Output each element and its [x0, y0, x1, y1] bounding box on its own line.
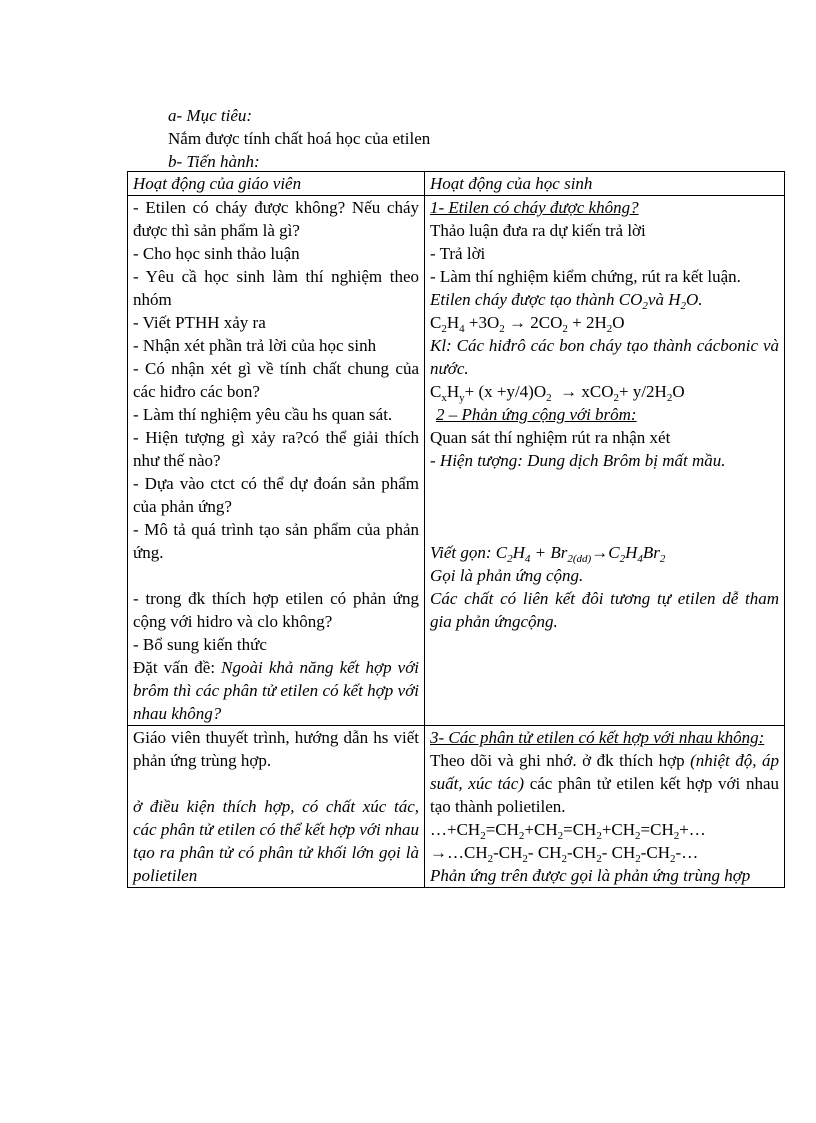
- gv-line: ở điều kiện thích hợp, có chất xúc tác, các phân tử etilen có thể kết hợp với nhau tạo ra phân tử có phân tử khối lớn gọi là polietilen: [133, 797, 419, 885]
- student-cell-2: [425, 726, 785, 888]
- hs-line: Phản ứng trên được gọi là phản ứng trùng hợp: [430, 866, 751, 885]
- hs-line: Gọi là phản ứng cộng.: [430, 566, 584, 585]
- gv-line: - trong đk thích hợp etilen có phản ứng cộng với hidro và clo không?: [133, 589, 419, 631]
- section-title-3: 3- Các phân tử etilen có kết hợp với nhau không:: [430, 728, 765, 747]
- equation-combustion: $C_2H_4 +3O_2 \to 2CO_2 + 2H_2O$: [430, 313, 625, 335]
- hs-line: - Hiện tượng: Dung dịch Brôm bị mất mầu.: [430, 451, 726, 470]
- hs-line: - Trả lời: [430, 244, 486, 263]
- gv-line: - Cho học sinh thảo luận: [133, 244, 300, 263]
- hs-line: Thảo luận đưa ra dự kiến trả lời: [430, 221, 646, 240]
- hs-line: Etilen cháy được tạo thành $CO_2và$ $H_2O$.: [430, 290, 703, 312]
- activity-table: [127, 171, 785, 888]
- equation-bromine: Viết gọn: $C_2H_4 + Br_{2(dd)}\to C_2H_4Br_2$: [430, 543, 666, 565]
- gv-line: - Hiện tượng gì xảy ra?có thể giải thích như thế nào?: [133, 428, 419, 470]
- header-teacher: Hoạt động của giáo viên: [128, 172, 425, 196]
- objective-heading: a- Mục tiêu:: [168, 106, 253, 125]
- gv-problem-label: Đặt vấn đề:: [133, 658, 216, 677]
- teacher-cell-1: [128, 196, 425, 726]
- gv-line: - Dựa vào ctct có thể dự đoán sản phẩm của phản ứng?: [133, 474, 419, 516]
- objective-text: Nắm được tính chất hoá học của etilen: [168, 129, 431, 148]
- section-title-1: 1- Etilen có cháy được không?: [430, 198, 639, 217]
- hs-line: Theo dõi và ghi nhớ. ở đk thích hợp (nhiệt độ, áp suất, xúc tác) các phân tử etilen kết hợp với nhau tạo thành polietilen.: [430, 751, 780, 816]
- table-header-row: [128, 172, 785, 196]
- gv-line: - Bổ sung kiến thức: [133, 635, 267, 654]
- section-title-2: 2 – Phản ứng cộng với brôm:: [436, 405, 637, 424]
- gv-line: - Làm thí nghiệm yêu cầu hs quan sát.: [133, 405, 393, 424]
- student-cell-1: [425, 196, 785, 726]
- gv-line: - Etilen có cháy được không? Nếu cháy được thì sản phẩm là gì?: [133, 198, 419, 240]
- hs-line: Quan sát thí nghiệm rút ra nhận xét: [430, 428, 671, 447]
- gv-problem-text: Ngoài khả năng kết hợp với brôm thì các phân tử etilen có kết hợp với nhau không?: [133, 658, 420, 723]
- gv-line: - Yêu cầ học sinh làm thí nghiệm theo nhóm: [133, 267, 419, 309]
- teacher-cell-2: [128, 726, 425, 888]
- gv-line: [133, 656, 419, 725]
- gv-line: Giáo viên thuyết trình, hướng dẫn hs viết phản ứng trùng hợp.: [133, 728, 419, 770]
- equation-polymer-1: $\dots+CH_2=CH_2+CH_2=CH_2+CH_2=CH_2+\dots$: [430, 820, 706, 842]
- table-row: [128, 726, 785, 888]
- hs-conclusion: Kl: Các hiđrô các bon cháy tạo thành cácbonic và nước.: [430, 336, 779, 378]
- gv-line: - Nhận xét phần trả lời của học sinh: [133, 336, 377, 355]
- gv-line: - Mô tả quá trình tạo sản phẩm của phản ứng.: [133, 520, 419, 562]
- equation-polymer-2: $\to\dots CH_2-CH_2-$ $CH_2-CH_2-$ $CH_2-CH_2-\dots$: [430, 843, 699, 865]
- intro: [168, 104, 768, 173]
- gv-line: - Viết PTHH xảy ra: [133, 313, 266, 332]
- table-row: [128, 196, 785, 726]
- header-student: Hoạt động của học sinh: [425, 172, 785, 196]
- hs-line: Các chất có liên kết đôi tương tự etilen dễ tham gia phản ứngcộng.: [430, 589, 779, 631]
- hs-line: - Làm thí nghiệm kiểm chứng, rút ra kết luận.: [430, 267, 741, 286]
- equation-general: $C_xH_y+ (x +y/4)O_2 \to xCO_2+ y/2H_2O$: [430, 382, 685, 404]
- procedure-heading: b- Tiến hành:: [168, 152, 260, 171]
- gv-line: - Có nhận xét gì về tính chất chung của các hiđro các bon?: [133, 359, 419, 401]
